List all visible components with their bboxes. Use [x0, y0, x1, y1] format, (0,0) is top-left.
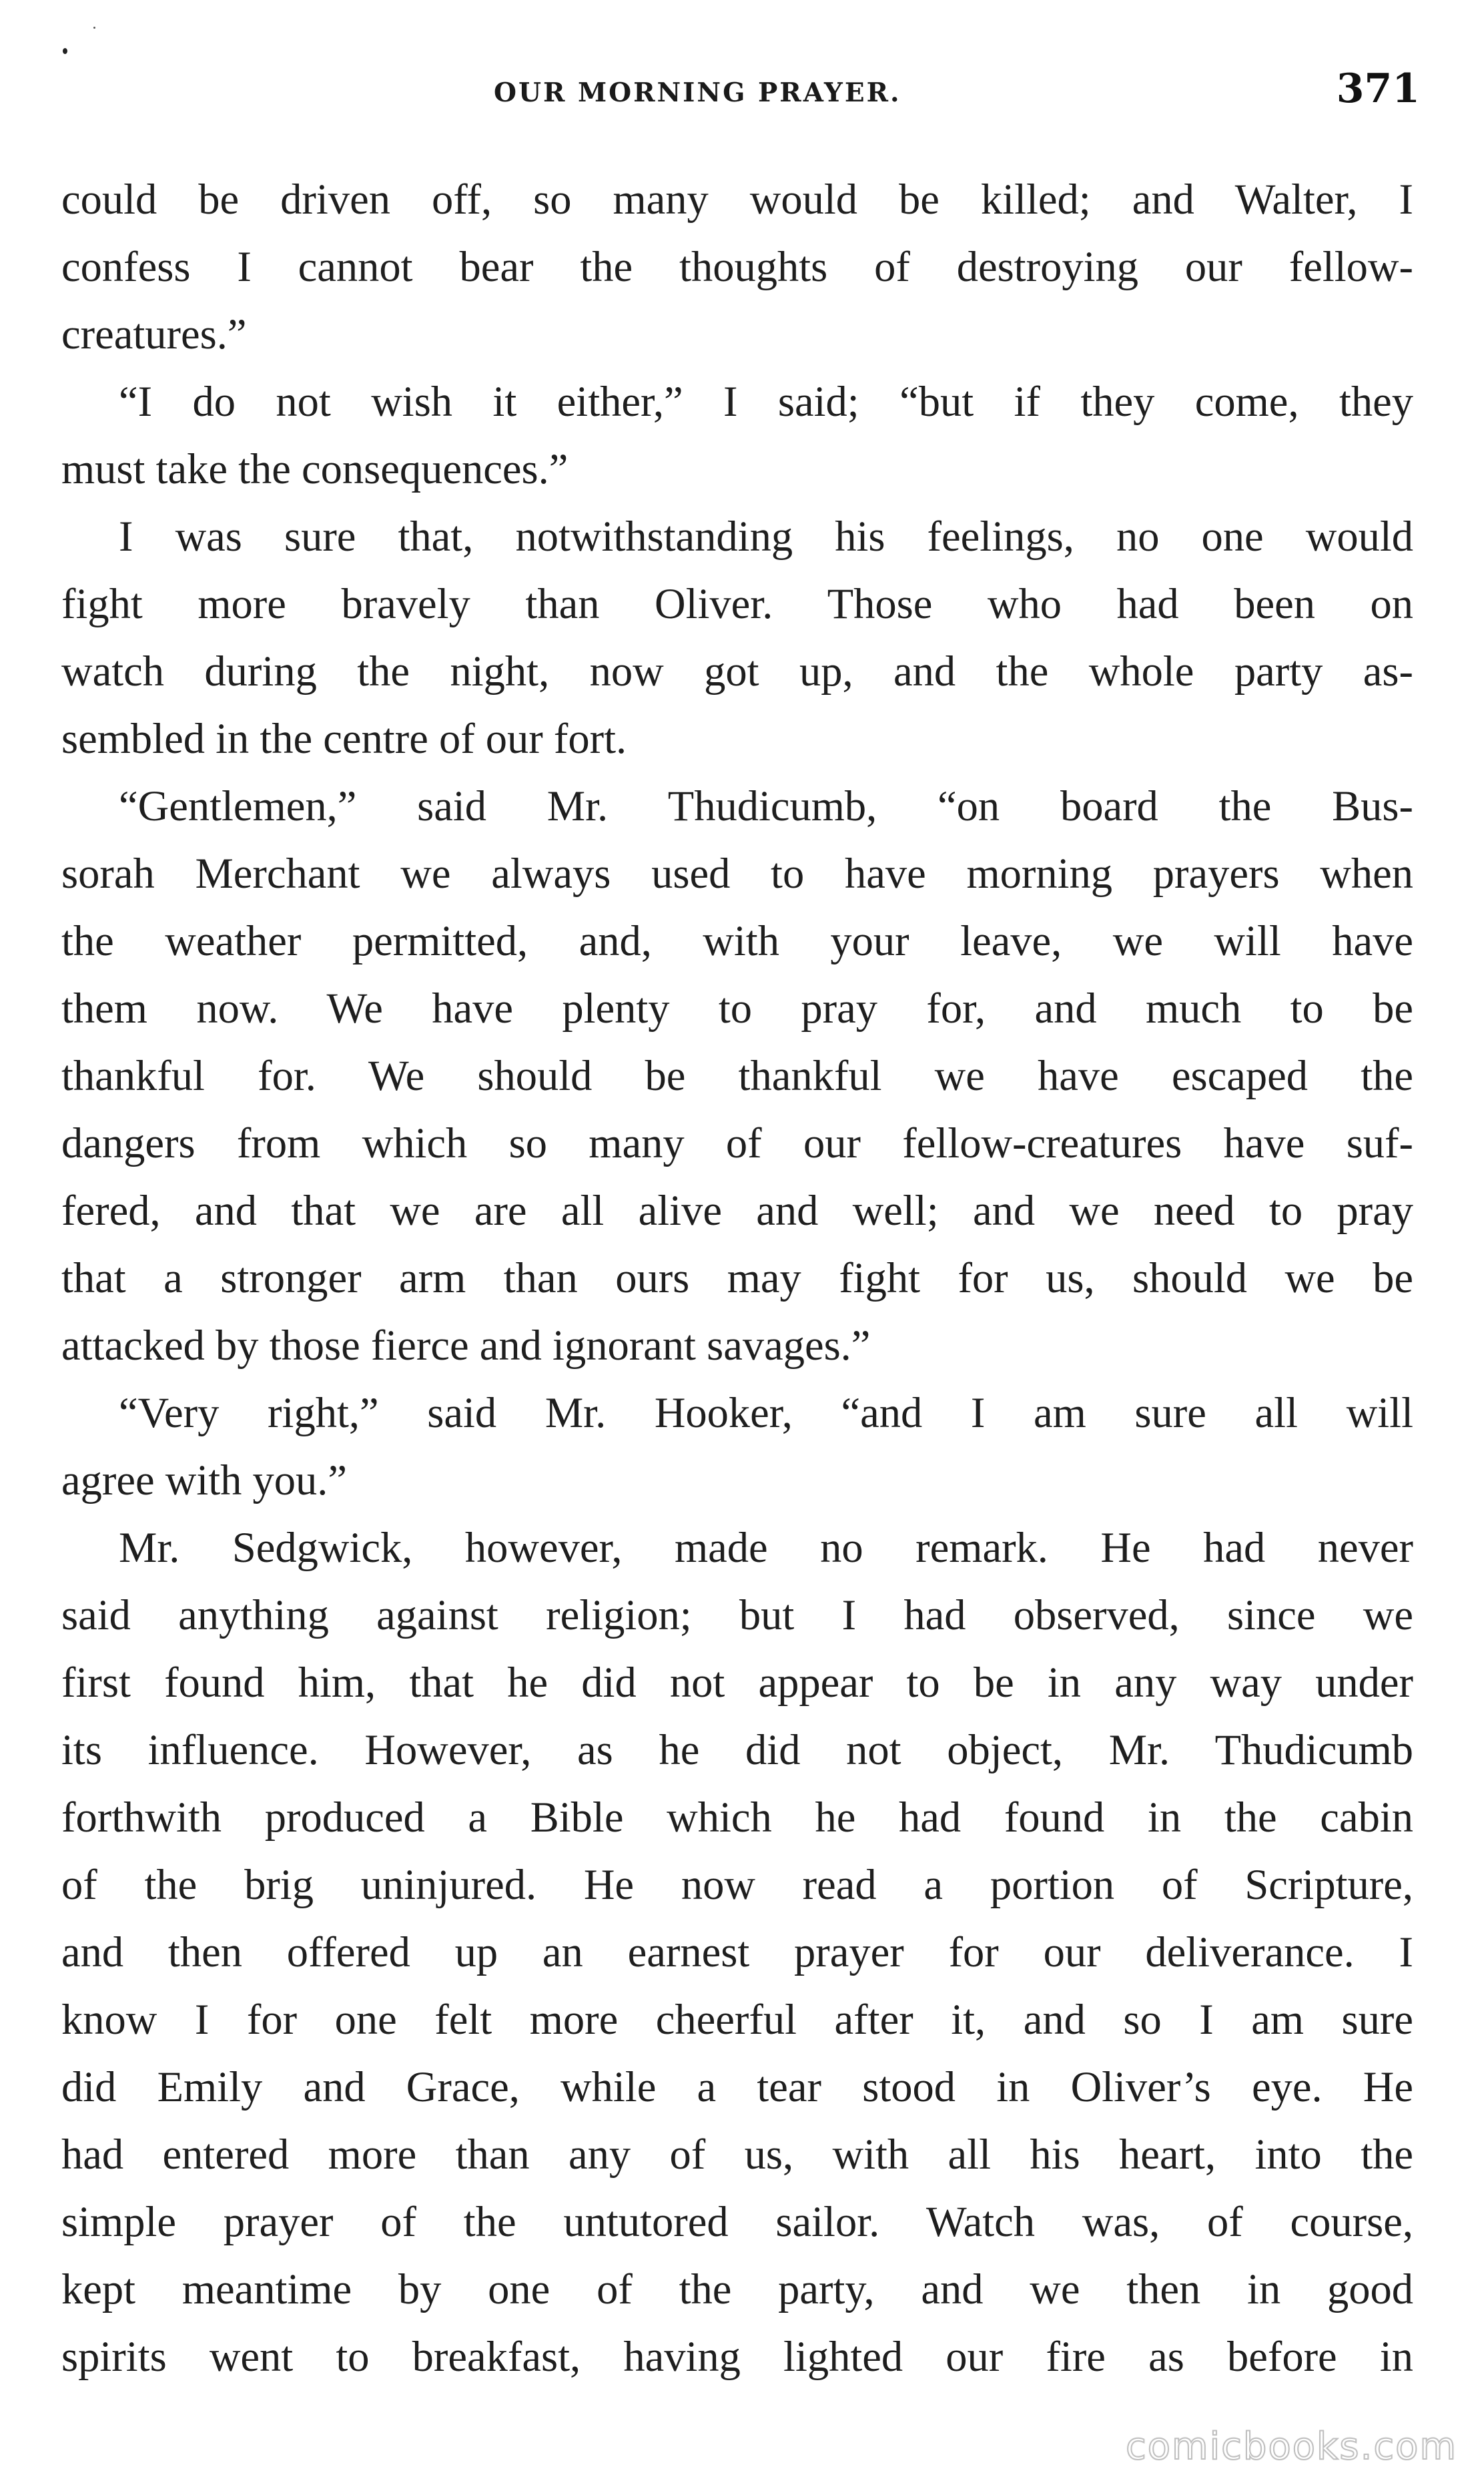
text-line: sorah Merchant we always used to have morning prayers when	[61, 850, 1413, 897]
text-line: “I do not wish it either,” I said; “but if they come, they	[119, 378, 1413, 425]
text-line: of the brig uninjured. He now read a portion of Scripture,	[61, 1861, 1413, 1908]
page-number: 371	[1336, 65, 1420, 112]
text-line: fight more bravely than Oliver. Those who had been on	[61, 580, 1413, 627]
text-line: had entered more than any of us, with all his heart, into the	[61, 2131, 1413, 2178]
text-line: I was sure that, notwithstanding his feelings, no one would	[119, 513, 1413, 560]
text-line: forthwith produced a Bible which he had found in the cabin	[61, 1793, 1413, 1841]
text-line: spirits went to breakfast, having lighted our fire as before in	[61, 2333, 1413, 2380]
body-text	[61, 166, 1413, 2390]
text-line: could be driven off, so many would be killed; and Walter, I	[61, 176, 1413, 223]
text-line: know I for one felt more cheerful after it, and so I am sure	[61, 1996, 1413, 2043]
text-line: first found him, that he did not appear to be in any way under	[61, 1659, 1413, 1706]
text-line: and then offered up an earnest prayer for our deliverance. I	[61, 1928, 1413, 1976]
text-line: Mr. Sedgwick, however, made no remark. He had never	[119, 1524, 1413, 1571]
text-line: simple prayer of the untutored sailor. Watch was, of course,	[61, 2198, 1413, 2245]
text-line: attacked by those fierce and ignorant savages.”	[61, 1322, 871, 1369]
text-line: the weather permitted, and, with your leave, we will have	[61, 917, 1413, 964]
watermark: comicbooks.com	[1125, 2425, 1457, 2468]
text-line: creatures.”	[61, 310, 247, 358]
text-line: its influence. However, as he did not object, Mr. Thudicumb	[61, 1726, 1413, 1773]
text-line: them now. We have plenty to pray for, and much to be	[61, 985, 1413, 1032]
text-line: watch during the night, now got up, and the whole party as-	[61, 647, 1413, 695]
text-line: fered, and that we are all alive and well; and we need to pray	[61, 1187, 1413, 1234]
text-line: confess I cannot bear the thoughts of destroying our fellow-	[61, 243, 1413, 290]
text-line: dangers from which so many of our fellow-creatures have suf-	[61, 1119, 1413, 1167]
text-line: agree with you.”	[61, 1456, 348, 1504]
text-line: “Gentlemen,” said Mr. Thudicumb, “on board the Bus-	[119, 782, 1413, 830]
text-line: kept meantime by one of the party, and we then in good	[61, 2265, 1413, 2313]
text-line: thankful for. We should be thankful we have escaped the	[61, 1052, 1413, 1099]
text-line: must take the consequences.”	[61, 445, 569, 493]
text-line: “Very right,” said Mr. Hooker, “and I am sure all will	[119, 1389, 1413, 1436]
print-speck	[93, 27, 95, 29]
text-line: that a stronger arm than ours may fight for us, should we be	[61, 1254, 1413, 1302]
text-line: sembled in the centre of our fort.	[61, 715, 627, 762]
print-speck	[63, 48, 67, 54]
running-title: OUR MORNING PRAYER.	[494, 77, 901, 108]
text-line: did Emily and Grace, while a tear stood in Oliver’s eye. He	[61, 2063, 1413, 2111]
text-line: said anything against religion; but I had observed, since we	[61, 1591, 1413, 1639]
